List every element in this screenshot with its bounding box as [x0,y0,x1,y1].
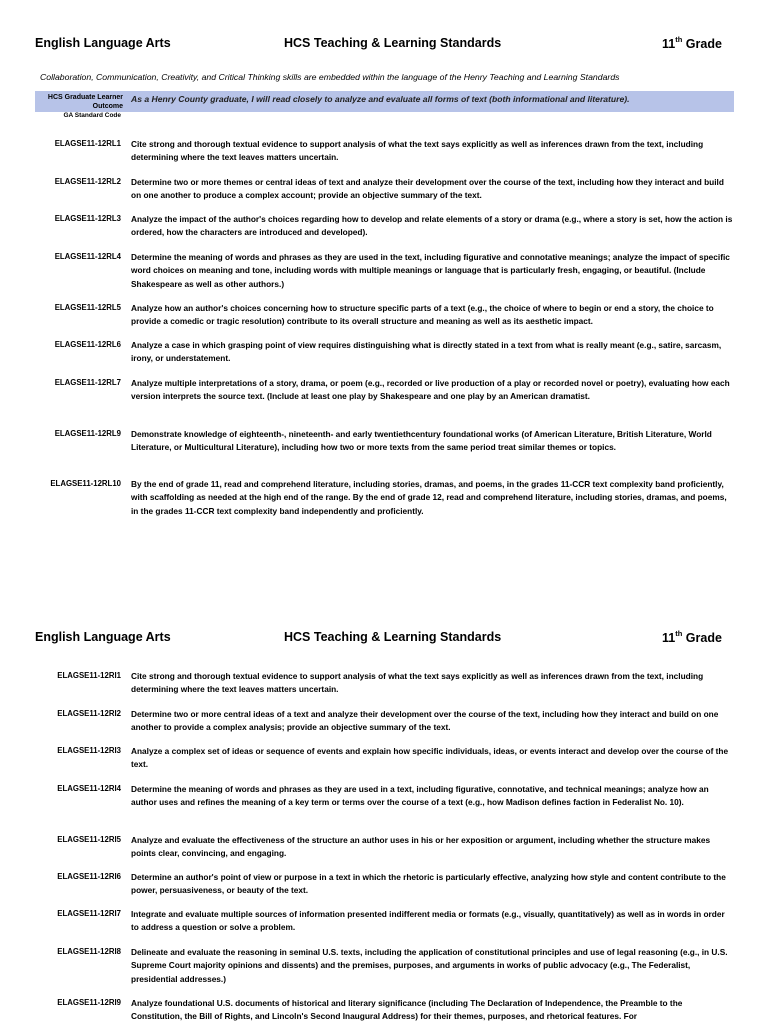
standard-text: Determine two or more central ideas of a text and analyze their development over the course of the text, including how they interact and build on one another to provide a complex analysis; provide an objective summary of the text. [131,709,719,733]
grade-word: Grade [685,37,722,52]
grade-number: 11 [662,37,676,52]
header-subject: English Language Arts [35,630,171,644]
standard-code: ELAGSE11-12RL6 [54,340,121,349]
standard-text: Determine an author's point of view or purpose in a text in which the rhetoric is particularly effective, analyzing how style and content contribute to the power, persuasiveness, or beauty of the text. [131,872,726,896]
standard-code: ELAGSE11-12RI1 [57,671,121,680]
header-grade [662,630,722,645]
header-subject: English Language Arts [35,36,171,50]
header-title: HCS Teaching & Learning Standards [284,36,502,50]
grade-word: Grade [685,631,722,646]
outcome-label: HCS Graduate Learner Outcome [47,94,123,110]
standard-code: ELAGSE11-12RI2 [57,709,121,718]
standard-text: Determine the meaning of words and phrases as they are used in a text, including figurative, connotative, and technical meanings; analyze how an author uses and refines the meaning of a key term or terms over the course of a text (e.g., how Madison defines faction in Federalist No. 10). [131,784,709,808]
standard-code: ELAGSE11-12RL5 [54,303,121,312]
standard-code: ELAGSE11-12RI7 [57,909,121,918]
standard-text: Integrate and evaluate multiple sources of information presented indifferent media or formats (e.g., visually, quantitatively) as well as in words in order to address a question or solve a problem. [131,909,725,933]
outcome-statement: As a Henry County graduate, I will read closely to analyze and evaluate all forms of text (both informational and literature). [131,94,630,104]
standard-code: ELAGSE11-12RL7 [54,378,121,387]
standard-code: ELAGSE11-12RI4 [57,784,121,793]
standard-text: Cite strong and thorough textual evidence to support analysis of what the text says explicitly as well as inferences drawn from the text, including determining where the text leaves matters uncertain. [131,671,704,695]
grade-number: 11 [662,631,676,646]
standard-code: ELAGSE11-12RL2 [54,177,121,186]
header-grade [662,36,722,51]
standard-text: Delineate and evaluate the reasoning in seminal U.S. texts, including the application of constitutional principles and use of legal reasoning (e.g., in U.S. Supreme Court majority opinions and dissents) and the premises, purposes, and arguments in works of public advocacy (e.g., The Federalist, presidential addresses.) [131,947,728,984]
standard-code: ELAGSE11-12RI5 [57,835,121,844]
grade-suffix: th [675,35,683,44]
standard-code: ELAGSE11-12RL4 [54,252,121,261]
standard-code-label: GA Standard Code [63,112,121,119]
standard-text: Cite strong and thorough textual evidence to support analysis of what the text says explicitly as well as inferences drawn from the text, including determining where the text leaves matters uncertain. [131,139,704,163]
standard-code: ELAGSE11-12RI6 [57,872,121,881]
standard-text: Demonstrate knowledge of eighteenth-, nineteenth- and early twentiethcentury foundational works (of American Literature, British Literature, World Literature, or Multicultural Literature), including how two or more texts from the same period treat similar themes or topics. [131,429,712,453]
page-header [0,630,768,650]
standard-text: Analyze multiple interpretations of a story, drama, or poem (e.g., recorded or live production of a play or recorded novel or poetry), evaluating how each version interprets the source text. (Include at least one play by Shakespeare and one play by an American dramatist. [131,378,730,402]
standard-code: ELAGSE11-12RL10 [50,479,121,488]
standard-text: Analyze how an author's choices concerning how to structure specific parts of a text (e.g., the choice of where to begin or end a story, the choice to provide a comedic or tragic resolution) contribute to its overall structure and meaning as well as its aesthetic impact. [131,303,714,327]
standard-text: Analyze a case in which grasping point of view requires distinguishing what is directly stated in a text from what is really meant (e.g., satire, sarcasm, irony, or understatement. [131,340,722,364]
standard-code: ELAGSE11-12RI3 [57,746,121,755]
standard-text: Analyze the impact of the author's choices regarding how to develop and relate elements of a story or drama (e.g., where a story is set, how the action is ordered, how the characters are introduced and developed). [131,214,733,238]
standard-text: By the end of grade 11, read and comprehend literature, including stories, dramas, and poems, in the grades 11-CCR text complexity band proficiently, with scaffolding as needed at the high end of the range. By the end of grade 12, read and comprehend literature, including stories, dramas, and poems, in the grades 11-CCR text complexity band independently and proficiently. [131,479,727,516]
standard-code: ELAGSE11-12RI9 [57,998,121,1007]
standard-code: ELAGSE11-12RL9 [54,429,121,438]
header-title: HCS Teaching & Learning Standards [284,630,502,644]
skills-tagline: Collaboration, Communication, Creativity, and Critical Thinking skills are embedded within the language of the Henry Teaching and Learning Standards [40,72,620,82]
standard-code: ELAGSE11-12RI8 [57,947,121,956]
standard-code: ELAGSE11-12RL1 [54,139,121,148]
page-header [0,36,768,56]
standard-text: Analyze foundational U.S. documents of historical and literary significance (including The Declaration of Independence, the Preamble to the Constitution, the Bill of Rights, and Lincoln's Second Inaugural Address) for their themes, purposes, and rhetorical features. For [131,998,683,1022]
standard-text: Analyze and evaluate the effectiveness of the structure an author uses in his or her exposition or argument, including whether the structure makes points clear, convincing, and engaging. [131,835,711,859]
standard-code: ELAGSE11-12RL3 [54,214,121,223]
grade-suffix: th [675,629,683,638]
standard-text: Determine the meaning of words and phrases as they are used in the text, including figurative and connotative meanings; analyze the impact of specific word choices on meaning and tone, including words with multiple meanings or language that is particularly fresh, engaging, or beautiful. (Include Shakespeare as well as other authors.) [131,252,730,289]
standard-text: Determine two or more themes or central ideas of text and analyze their development over the course of the text, including how they interact and build on one another to produce a complex account; provide an objective summary of the text. [131,177,724,201]
standard-text: Analyze a complex set of ideas or sequence of events and explain how specific individuals, ideas, or events interact and develop over the course of the text. [131,746,729,770]
